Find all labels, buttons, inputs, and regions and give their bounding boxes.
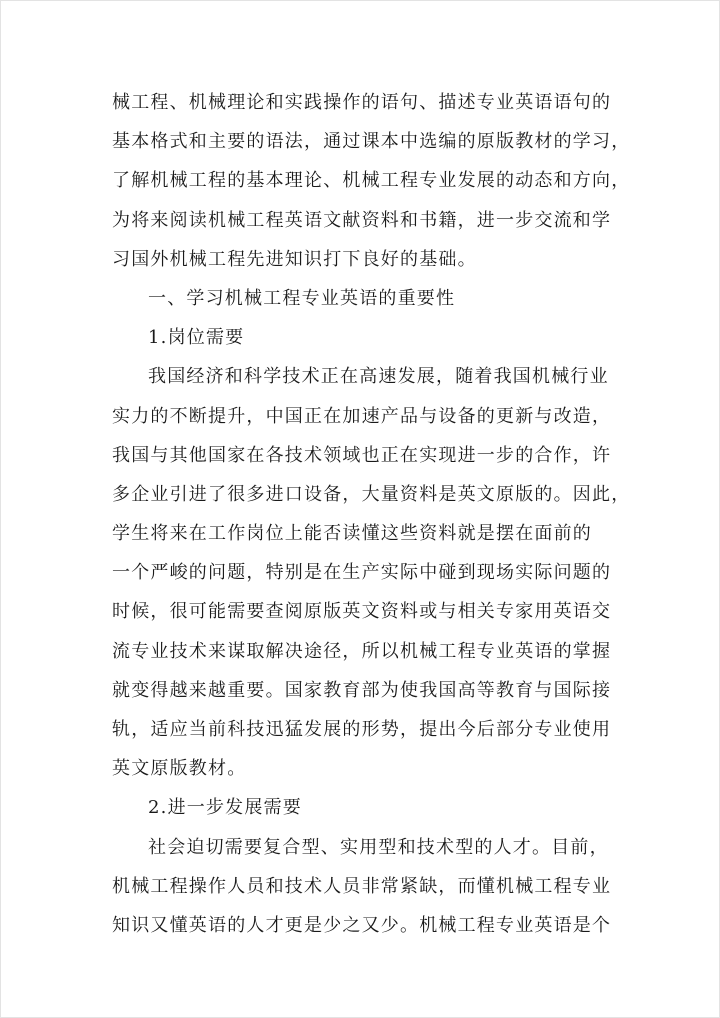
text-line: 习国外机械工程先进知识打下良好的基础。 — [112, 248, 477, 270]
text-line: 我国与其他国家在各技术领域也正在实现进一步的合作，许 — [112, 444, 612, 466]
text-line: 了解机械工程的基本理论、机械工程专业发展的动态和方向， — [112, 170, 631, 192]
subsection-heading: 2.进一步发展需要 — [148, 797, 302, 819]
text-line: 械工程、机械理论和实践操作的语句、描述专业英语语句的 — [112, 92, 612, 113]
text-line: 时候，很可能需要查阅原版英文资料或与相关专家用英语交 — [112, 601, 612, 623]
text-line: 学生将来在工作岗位上能否读懂这些资料就是摆在面前的 — [112, 523, 592, 545]
text-line: 英文原版教材。 — [112, 758, 247, 780]
document-body — [112, 83, 642, 945]
text-line: 一个严峻的问题，特别是在生产实际中碰到现场实际问题的 — [112, 562, 612, 584]
text-line: 知识又懂英语的人才更是少之又少。机械工程专业英语是个 — [112, 914, 612, 936]
text-line: 就变得越来越重要。国家教育部为使我国高等教育与国际接 — [112, 679, 612, 701]
text-line: 为将来阅读机械工程英语文献资料和书籍，进一步交流和学 — [112, 209, 612, 231]
paragraph-start: 我国经济和科学技术正在高速发展，随着我国机械行业 — [148, 366, 609, 388]
text-line: 流专业技术来谋取解决途径，所以机械工程专业英语的掌握 — [112, 640, 612, 662]
text-line: 机械工程操作人员和技术人员非常紧缺，而懂机械工程专业 — [112, 875, 612, 897]
text-line: 基本格式和主要的语法，通过课本中选编的原版教材的学习， — [112, 131, 631, 153]
paragraph-start: 社会迫切需要复合型、实用型和技术型的人才。目前， — [148, 836, 609, 858]
text-line: 轨，适应当前科技迅猛发展的形势，提出今后部分专业使用 — [112, 719, 612, 740]
text-line: 多企业引进了很多进口设备，大量资料是英文原版的。因此， — [112, 483, 631, 505]
subsection-heading: 1.岗位需要 — [148, 327, 245, 349]
section-heading: 一、学习机械工程专业英语的重要性 — [148, 287, 456, 309]
text-line: 实力的不断提升，中国正在加速产品与设备的更新与改造， — [112, 405, 612, 427]
